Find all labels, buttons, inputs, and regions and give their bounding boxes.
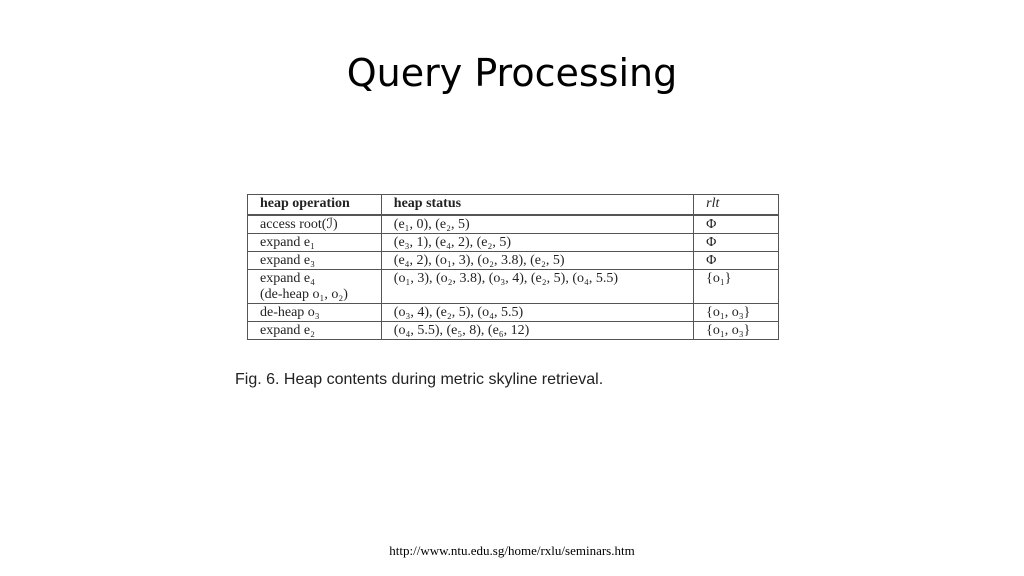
cell-status: (o₁, 3), (o₂, 3.8), (o₃, 4), (e₂, 5), (o₄, 5.5) <box>381 270 693 304</box>
cell-operation: expand e₄ (de-heap o₁, o₂) <box>248 270 382 304</box>
table-row <box>248 234 779 252</box>
table-header-row <box>248 195 779 216</box>
cell-rlt: {o₁, o₃} <box>694 322 779 340</box>
table-row <box>248 252 779 270</box>
cell-rlt: {o₁} <box>694 270 779 304</box>
cell-operation: expand e₁ <box>248 234 382 252</box>
slide-title: Query Processing <box>346 51 678 95</box>
cell-status: (e₁, 0), (e₂, 5) <box>381 215 693 234</box>
cell-rlt: Φ <box>694 252 779 270</box>
heap-contents-table <box>247 194 779 340</box>
table-row <box>248 322 779 340</box>
cell-status: (o₃, 4), (e₂, 5), (o₄, 5.5) <box>381 304 693 322</box>
cell-operation: de-heap o₃ <box>248 304 382 322</box>
table-row <box>248 270 779 304</box>
cell-operation: expand e₂ <box>248 322 382 340</box>
cell-rlt: {o₁, o₃} <box>694 304 779 322</box>
table-row <box>248 215 779 234</box>
header-rlt: rlt <box>694 195 779 216</box>
figure-caption: Fig. 6. Heap contents during metric skyline retrieval. <box>235 371 604 388</box>
table-row <box>248 304 779 322</box>
header-heap-status: heap status <box>381 195 693 216</box>
cell-rlt: Φ <box>694 215 779 234</box>
cell-rlt: Φ <box>694 234 779 252</box>
cell-status: (e₄, 2), (o₁, 3), (o₂, 3.8), (e₂, 5) <box>381 252 693 270</box>
footer-url-link[interactable]: http://www.ntu.edu.sg/home/rxlu/seminars.htm <box>389 543 635 558</box>
cell-status: (e₃, 1), (e₄, 2), (e₂, 5) <box>381 234 693 252</box>
header-heap-operation: heap operation <box>248 195 382 216</box>
cell-status: (o₄, 5.5), (e₅, 8), (e₆, 12) <box>381 322 693 340</box>
cell-operation: access root(ℐ) <box>248 215 382 234</box>
cell-operation: expand e₃ <box>248 252 382 270</box>
